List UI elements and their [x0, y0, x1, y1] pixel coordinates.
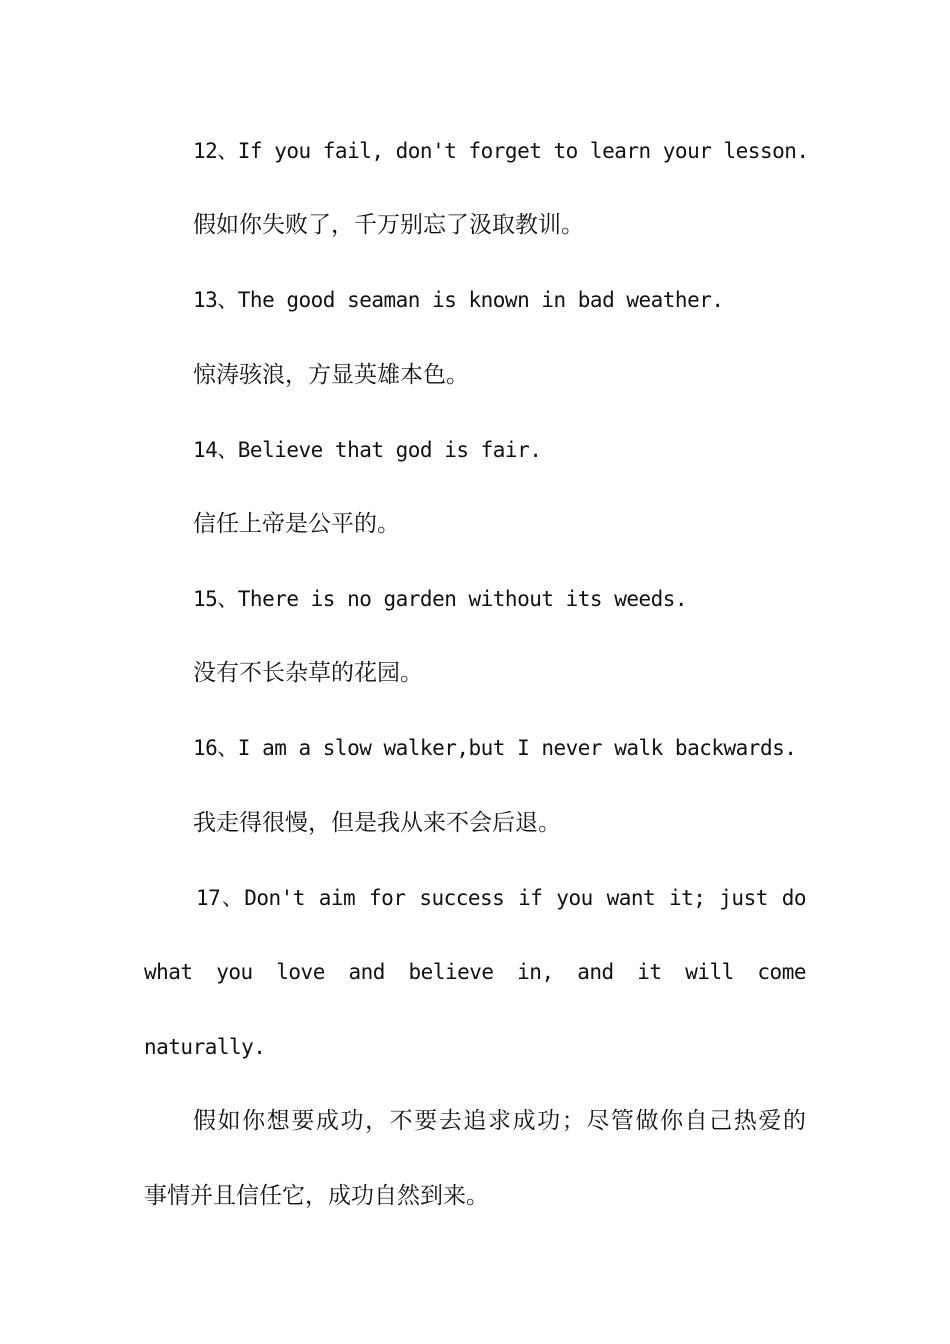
quote-17-chinese-line-1: 假如你想要成功，不要去追求成功；尽管做你自己热爱的 [193, 1108, 806, 1134]
quote-17-english-line-3: naturally. [144, 1035, 266, 1059]
quote-15-chinese: 没有不长杂草的花园。 [193, 660, 423, 686]
quote-14-chinese: 信任上帝是公平的。 [193, 511, 400, 537]
quote-16-chinese: 我走得很慢，但是我从来不会后退。 [193, 810, 561, 836]
quote-12-english: 12、If you fail, don't forget to learn your lesson. [193, 139, 809, 163]
quote-13-chinese: 惊涛骇浪，方显英雄本色。 [193, 362, 469, 388]
quote-16-english: 16、I am a slow walker,but I never walk backwards. [193, 736, 797, 760]
quote-13-english: 13、The good seaman is known in bad weather. [193, 288, 724, 312]
quote-15-english: 15、There is no garden without its weeds. [193, 587, 688, 611]
quote-17-english-line-2: what you love and believe in, and it will come [144, 960, 806, 984]
quote-12-chinese: 假如你失败了，千万别忘了汲取教训。 [193, 212, 584, 238]
quote-17-chinese-line-2: 事情并且信任它，成功自然到来。 [144, 1183, 489, 1209]
quote-17-english-line-1: 17、Don't aim for success if you want it; just do [196, 886, 806, 910]
quote-14-english: 14、Believe that god is fair. [193, 438, 542, 462]
